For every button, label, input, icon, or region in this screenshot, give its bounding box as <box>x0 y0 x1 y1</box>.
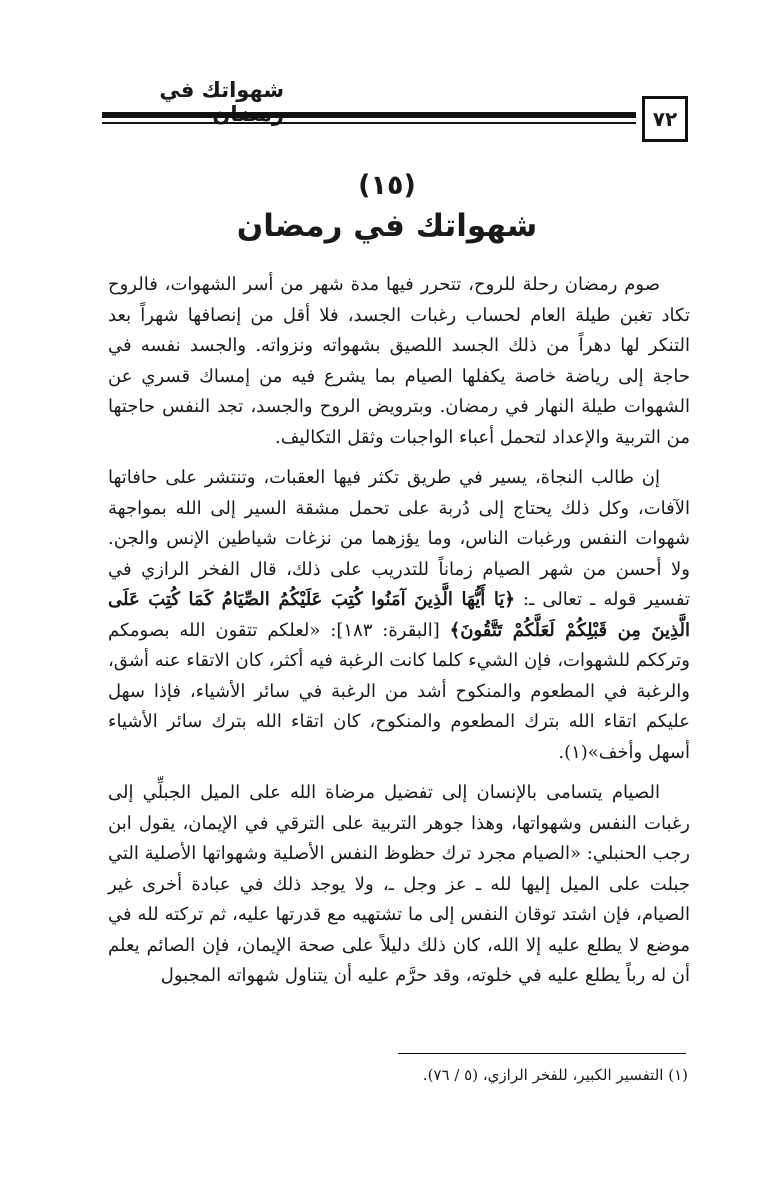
paragraph <box>108 778 690 992</box>
body-text <box>108 270 690 1002</box>
paragraph-text: إن طالب النجاة، يسير في طريق تكثر فيها العقبات، وتنتشر على حافاتها الآفات، وكل ذلك يحتاج إلى دُربة على تحمل مشقة السير إلى الله بمواجهة شهوات النفس ورغبات الناس، وما يؤزهما من نزغات شياطين الإنس والجن. ولا أحسن من شهر الصيام زماناً للتدريب على ذلك، قال الفخر الرازي في تفسير قوله ـ تعالى ـ: <box>108 467 690 610</box>
quran-verse: ﴿يَا أَيُّهَا الَّذِينَ آمَنُوا كُتِبَ عَلَيْكُمُ الصِّيَامُ كَمَا كُتِبَ عَلَى الَّذِينَ مِن قَبْلِكُمْ لَعَلَّكُمْ تَتَّقُونَ﴾ <box>108 589 690 641</box>
paragraph <box>108 463 690 768</box>
paragraph <box>108 270 690 453</box>
header-rule-thin <box>102 122 636 124</box>
paragraph-text: صوم رمضان رحلة للروح، تتحرر فيها مدة شهر من أسر الشهوات، فالروح تكاد تغبن طيلة العام لحساب رغبات الجسد، فلا أقل من إنصافها شهراً بعد التنكر لها دهراً من ذلك الجسد اللصيق بشهواته ونزواته. والجسد نفسه في حاجة إلى رياضة خاصة يكفلها الصيام بما يشرع فيه من إمساك قسري عن الشهوات طيلة النهار في رمضان. وبترويض الروح والجسد، تجد النفس حاجتها من التربية والإعداد لتحمل أعباء الواجبات وثقل التكاليف. <box>108 274 690 448</box>
running-title: شهواتك في <box>159 78 284 102</box>
paragraph-text: الصيام يتسامى بالإنسان إلى تفضيل مرضاة الله على الميل الجبلِّي إلى رغبات النفس وشهواتها، وهذا جوهر التربية على الترقي في الإيمان، يقول ابن رجب الحنبلي: «الصيام مجرد ترك حظوظ النفس الأصلية وشهواتها الأصلية التي جبلت على الميل إليها لله ـ عز وجل ـ، ولا يوجد ذلك في عبادة أخرى غير الصيام، فإن اشتد توقان النفس إلى ما تشتهيه مع قدرتها عليه، ثم تركته لله في موضع لا يطلع عليه إلا الله، كان ذلك دليلاً على صحة الإيمان، فإن الصائم يعلم أن له رباً يطلع عليه في خلوته، وقد حرَّم عليه أن يتناول شهواته المجبول <box>108 782 690 986</box>
chapter-number: (١٥) <box>358 170 416 201</box>
paragraph-text: [البقرة: ١٨٣]: «لعلكم تتقون الله بصومكم وترككم للشهوات، فإن الشيء كلما كانت الرغبة فيه أكثر، كان الاتقاء عنه أشق، والرغبة في المطعوم والمنكوح أشد من الرغبة في سائر الأشياء، فإذا سهل عليكم اتقاء الله بترك المطعوم والمنكوح، كان اتقاء الله بترك سائر الأشياء أسهل وأخف»(١). <box>108 619 690 763</box>
footnote: (١) التفسير الكبير، للفخر الرازي، (٥ / ٧٦). <box>422 1066 688 1084</box>
chapter-title: شهواتك في رمضان <box>236 208 538 244</box>
page-number: ٧٢ <box>642 96 688 142</box>
header-rule-thick <box>102 112 636 118</box>
footnote-divider <box>398 1053 686 1054</box>
